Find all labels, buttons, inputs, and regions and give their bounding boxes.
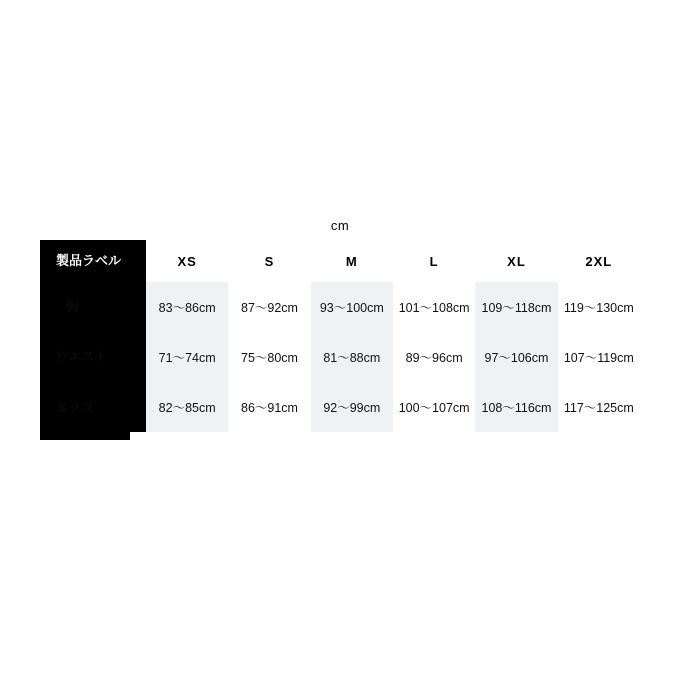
cell-waist-xl: 97〜106cm: [475, 332, 557, 382]
table-header-row: [40, 240, 640, 282]
cell-hip-s: 86〜91cm: [228, 382, 310, 432]
header-size-2xl: 2XL: [558, 240, 640, 282]
cell-chest-2xl: 119〜130cm: [558, 282, 640, 332]
cell-chest-l: 101〜108cm: [393, 282, 475, 332]
size-table-container: [40, 240, 640, 432]
cell-hip-2xl: 117〜125cm: [558, 382, 640, 432]
cell-chest-s: 87〜92cm: [228, 282, 310, 332]
header-size-m: M: [311, 240, 393, 282]
header-product-label: 製品ラベル: [40, 240, 146, 282]
cell-hip-xl: 108〜116cm: [475, 382, 557, 432]
table-row: [40, 382, 640, 432]
cell-waist-m: 81〜88cm: [311, 332, 393, 382]
cell-chest-xl: 109〜118cm: [475, 282, 557, 332]
unit-label: cm: [330, 218, 350, 233]
cell-hip-m: 92〜99cm: [311, 382, 393, 432]
row-label-hip: ヒップ: [40, 382, 146, 432]
cell-hip-l: 100〜107cm: [393, 382, 475, 432]
header-size-l: L: [393, 240, 475, 282]
size-table: [40, 240, 640, 432]
row-label-waist: ウエスト: [40, 332, 146, 382]
cell-waist-s: 75〜80cm: [228, 332, 310, 382]
table-row: [40, 282, 640, 332]
header-size-xs: XS: [146, 240, 228, 282]
cell-hip-xs: 82〜85cm: [146, 382, 228, 432]
header-size-xl: XL: [475, 240, 557, 282]
cell-waist-xs: 71〜74cm: [146, 332, 228, 382]
table-row: [40, 332, 640, 382]
cell-waist-2xl: 107〜119cm: [558, 332, 640, 382]
cell-chest-xs: 83〜86cm: [146, 282, 228, 332]
cell-chest-m: 93〜100cm: [311, 282, 393, 332]
row-label-chest: 胸: [40, 282, 146, 332]
cell-waist-l: 89〜96cm: [393, 332, 475, 382]
header-size-s: S: [228, 240, 310, 282]
